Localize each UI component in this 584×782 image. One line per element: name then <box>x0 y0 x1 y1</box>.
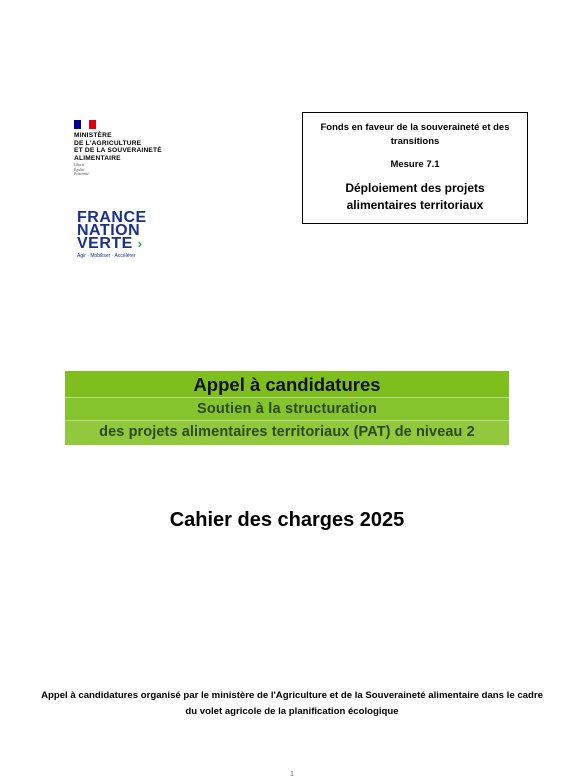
ministry-logo <box>74 120 204 177</box>
ministry-name-line: DE L'AGRICULTURE <box>74 139 142 147</box>
organizer-statement: Appel à candidatures organisé par le ministère de l'Agriculture et de la Souveraineté alimentaire dans le cadre du volet agricole de la planification écologique <box>41 690 543 717</box>
fnv-line-3: VERTE <box>77 235 133 252</box>
call-banner <box>65 371 509 445</box>
chevron-right-icon: › <box>137 236 143 251</box>
ministry-name-line: MINISTÈRE <box>74 132 112 139</box>
fnv-line-3-wrap <box>77 237 167 250</box>
ministry-name-line: ALIMENTAIRE <box>74 154 121 162</box>
marianne-flag-icon <box>74 120 96 129</box>
france-nation-verte-logo <box>77 211 167 259</box>
banner-subheading: Soutien à la structuration <box>196 401 378 417</box>
ministry-name <box>74 132 204 162</box>
measure-title: Déploiement des projets alimentaires territoriaux <box>345 181 485 212</box>
measure-number: Mesure 7.1 <box>390 159 440 170</box>
motto-line: Liberté <box>74 163 85 168</box>
banner-divider <box>65 397 509 398</box>
republic-motto <box>74 163 204 176</box>
fnv-tagline: Agir · Mobiliser · Accélérer <box>77 253 136 259</box>
banner-subheading-2: des projets alimentaires territoriaux (PAT) de niveau 2 <box>99 424 475 440</box>
banner-divider <box>65 420 509 421</box>
fnv-line-2: NATION <box>77 222 141 239</box>
banner-heading: Appel à candidatures <box>193 374 381 395</box>
page-number: 1 <box>290 771 294 778</box>
fnv-line-1: FRANCE <box>77 209 147 226</box>
ministry-name-line: ET DE LA SOUVERAINETÉ <box>74 147 162 155</box>
motto-line: Égalité <box>74 167 85 172</box>
measure-info-box <box>302 112 528 224</box>
document-title: Cahier des charges 2025 <box>169 509 405 531</box>
motto-line: Fraternité <box>74 172 89 177</box>
fund-name: Fonds en faveur de la souveraineté et des transitions <box>320 122 510 147</box>
